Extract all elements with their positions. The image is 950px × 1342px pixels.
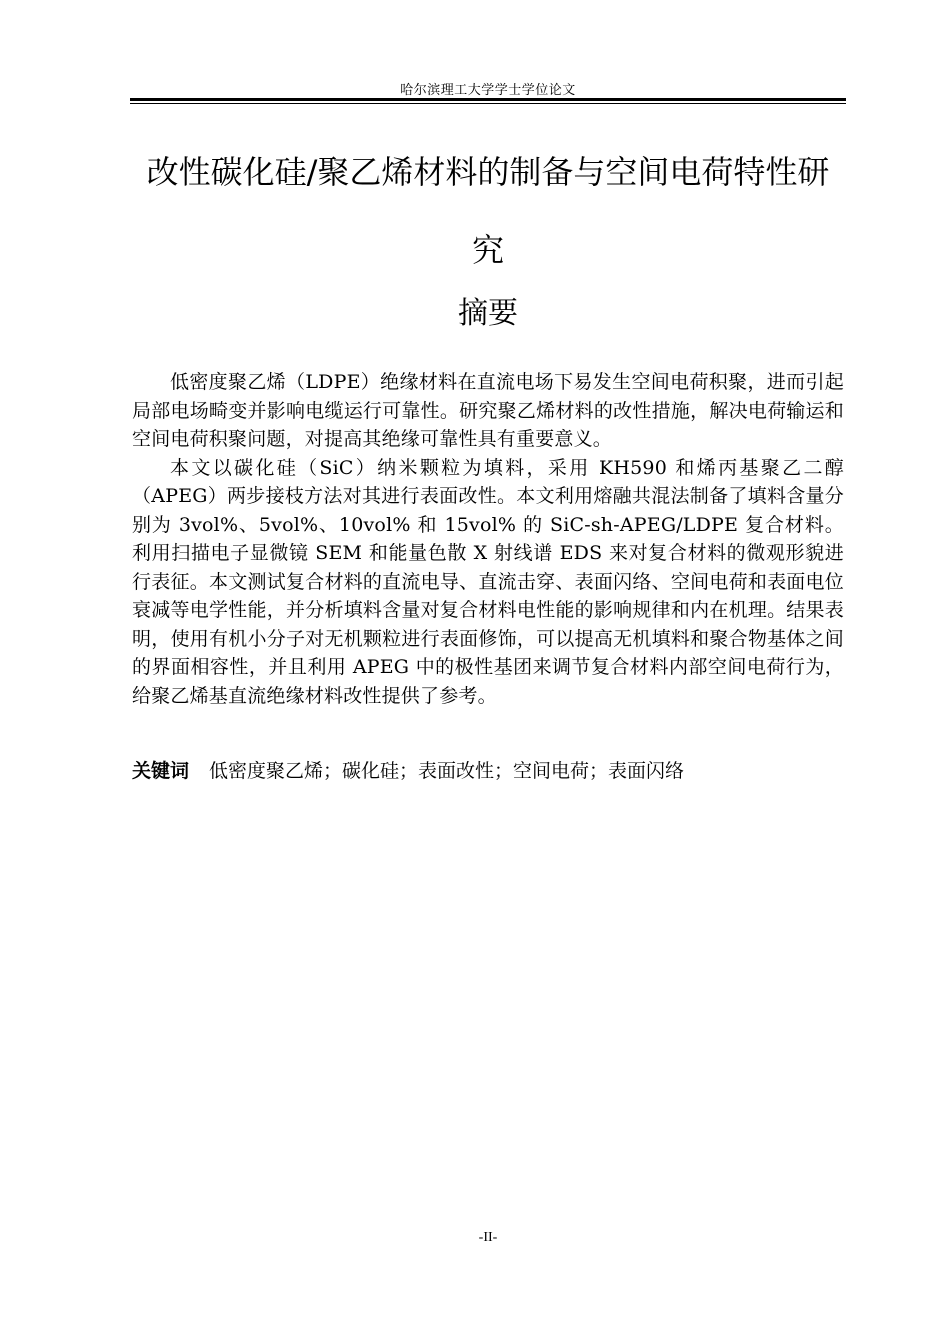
thesis-title-line-1: 改性碳化硅/聚乙烯材料的制备与空间电荷特性研 [146, 153, 830, 191]
keywords-line [132, 757, 844, 785]
running-header: 哈尔滨理工大学学士学位论文 [400, 83, 576, 98]
page-number: -II- [478, 1230, 498, 1245]
thesis-title [130, 133, 846, 289]
header-rule-thin [130, 103, 846, 104]
header-rule-thick [130, 98, 846, 101]
thesis-title-line-2: 究 [471, 231, 504, 269]
abstract-paragraph-1: 低密度聚乙烯（LDPE）绝缘材料在直流电场下易发生空间电荷积聚，进而引起局部电场畸变并影响电缆运行可靠性。研究聚乙烯材料的改性措施，解决电荷输运和空间电荷积聚问题，对提高其绝缘可靠性具有重要意义。 [132, 371, 844, 450]
keywords-value: 低密度聚乙烯；碳化硅；表面改性；空间电荷；表面闪络 [209, 760, 685, 782]
abstract-paragraph-2: 本文以碳化硅（SiC）纳米颗粒为填料，采用 KH590 和烯丙基聚乙二醇（APEG）两步接枝方法对其进行表面改性。本文利用熔融共混法制备了填料含量分别为 3vol%、5vol%、10vol% 和 15vol% 的 SiC-sh-APEG/LDPE 复合材料。利用扫描电子显微镜 SEM 和能量色散 X 射线谱 EDS 来对复合材料的微观形貌进行表征。本文测试复合材料的直流电导、直流击穿、表面闪络、空间电荷和表面电位衰减等电学性能，并分析填料含量对复合材料电性能的影响规律和内在机理。结果表明，使用有机小分子对无机颗粒进行表面修饰，可以提高无机填料和聚合物基体之间的界面相容性，并且利用 APEG 中的极性基团来调节复合材料内部空间电荷行为，给聚乙烯基直流绝缘材料改性提供了参考。 [132, 456, 844, 707]
keywords-label: 关键词 [132, 760, 190, 782]
abstract-heading: 摘要 [458, 296, 518, 331]
abstract-body [132, 368, 844, 710]
